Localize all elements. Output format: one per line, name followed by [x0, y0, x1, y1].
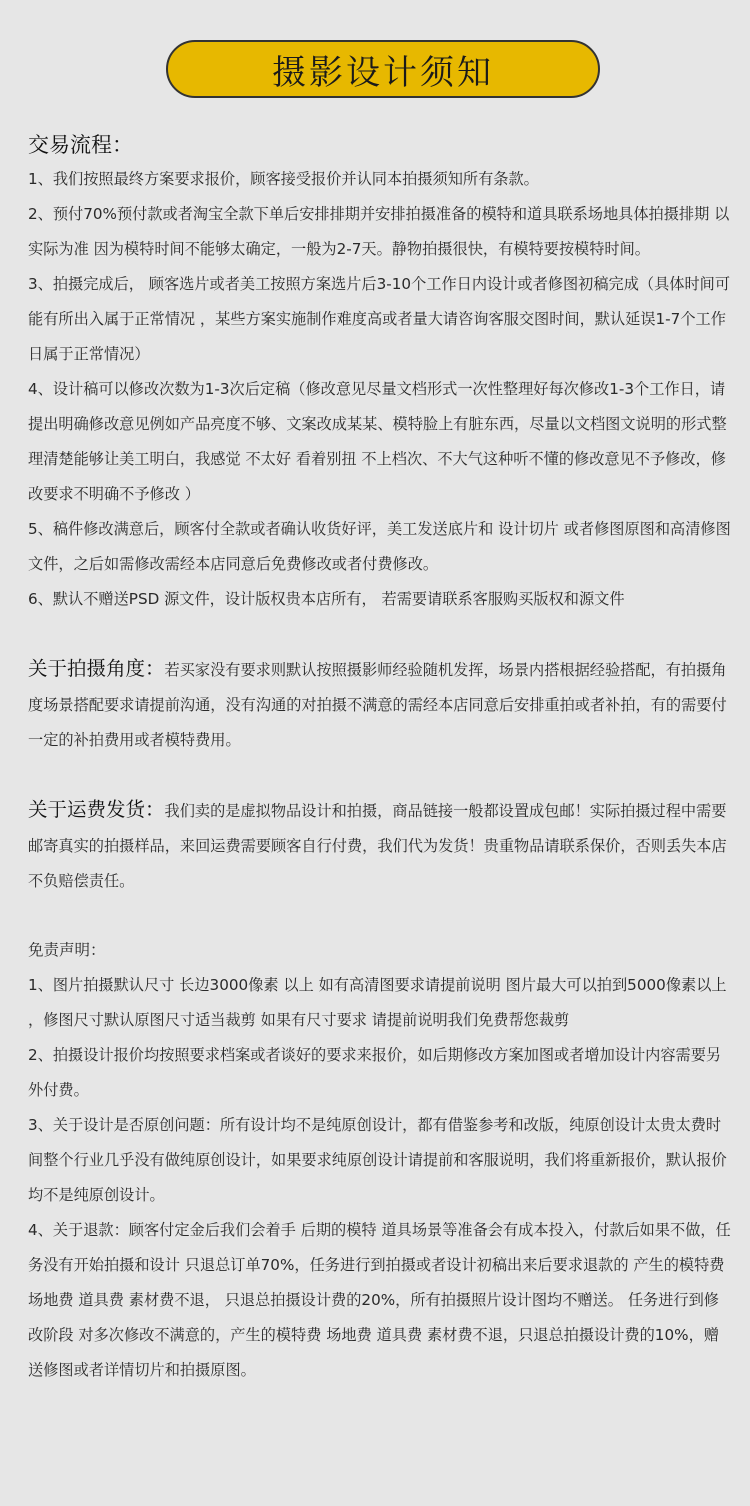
angle-heading: 关于拍摄角度： — [28, 657, 165, 680]
disclaimer-item: 1、图片拍摄默认尺寸 长边3000像素 以上 如有高清图要求请提前说明 图片最大可以拍到5000像素以上 ，修图尺寸默认原图尺寸适当裁剪 如果有尺寸要求 请提前说明我们免费帮您裁剪 — [28, 976, 727, 1029]
trade-flow-item: 1、我们按照最终方案要求报价，顾客接受报价并认同本拍摄须知所有条款。 — [28, 170, 539, 188]
trade-flow-item: 6、默认不赠送PSD 源文件，设计版权贵本店所有， 若需要请联系客服购买版权和源文件 — [28, 590, 625, 608]
disclaimer-heading: 免责声明： — [28, 941, 106, 959]
shipping-section — [28, 792, 734, 899]
notice-content — [28, 128, 734, 1388]
angle-section — [28, 651, 734, 758]
disclaimer-item: 2、拍摄设计报价均按照要求档案或者谈好的要求来报价，如后期修改方案加图或者增加设计内容需要另外付费。 — [28, 1046, 722, 1099]
shipping-heading: 关于运费发货： — [28, 798, 165, 821]
angle-text: 若买家没有要求则默认按照摄影师经验随机发挥，场景内搭根据经验搭配，有拍摄角度场景搭配要求请提前沟通，没有沟通的对拍摄不满意的需经本店同意后安排重拍或者补拍，有的需要付一定的补拍费用或者模特费用。 — [28, 661, 727, 749]
trade-flow-item: 5、稿件修改满意后，顾客付全款或者确认收货好评，美工发送底片和 设计切片 或者修图原图和高清修图文件，之后如需修改需经本店同意后免费修改或者付费修改。 — [28, 520, 731, 573]
page-title: 摄影设计须知 — [272, 52, 494, 93]
trade-flow-heading: 交易流程： — [28, 133, 133, 157]
disclaimer-item: 4、关于退款：顾客付定金后我们会着手 后期的模特 道具场景等准备会有成本投入，付款后如果不做，任务没有开始拍摄和设计 只退总订单70%，任务进行到拍摄或者设计初稿出来后要求退款的 产生的模特费 场地费 道具费 素材费不退， 只退总拍摄设计费的20%，所有拍摄照片设计图均不赠送。 任务进行到修改阶段 对多次修改不满意的，产生的模特费 场地费 道具费 素材费不退，只退总拍摄设计费的10%，赠送修图或者详情切片和拍摄原图。 — [28, 1221, 731, 1379]
title-banner — [166, 40, 600, 98]
disclaimer-item: 3、关于设计是否原创问题：所有设计均不是纯原创设计，都有借鉴参考和改版，纯原创设计太贵太费时间整个行业几乎没有做纯原创设计，如果要求纯原创设计请提前和客服说明，我们将重新报价，默认报价均不是纯原创设计。 — [28, 1116, 727, 1204]
shipping-text: 我们卖的是虚拟物品设计和拍摄，商品链接一般都设置成包邮！实际拍摄过程中需要邮寄真实的拍摄样品，来回运费需要顾客自行付费，我们代为发货！贵重物品请联系保价，否则丢失本店不负赔偿责任。 — [28, 802, 727, 890]
trade-flow-item: 2、预付70%预付款或者淘宝全款下单后安排排期并安排拍摄准备的模特和道具联系场地具体拍摄排期 以实际为准 因为模特时间不能够太确定，一般为2-7天。静物拍摄很快，有模特要按模特时间。 — [28, 205, 730, 258]
trade-flow-item: 3、拍摄完成后， 顾客选片或者美工按照方案选片后3-10个工作日内设计或者修图初稿完成（具体时间可能有所出入属于正常情况 ，某些方案实施制作难度高或者量大请咨询客服交图时间，默认延误1-7个工作日属于正常情况） — [28, 275, 731, 363]
trade-flow-item: 4、设计稿可以修改次数为1-3次后定稿（修改意见尽量文档形式一次性整理好每次修改1-3个工作日，请提出明确修改意见例如产品亮度不够、文案改成某某、模特脸上有脏东西，尽量以文档图文说明的形式整理清楚能够让美工明白，我感觉 不太好 看着别扭 不上档次、不大气这种听不懂的修改意见不予修改，修改要求不明确不予修改 ） — [28, 380, 727, 503]
